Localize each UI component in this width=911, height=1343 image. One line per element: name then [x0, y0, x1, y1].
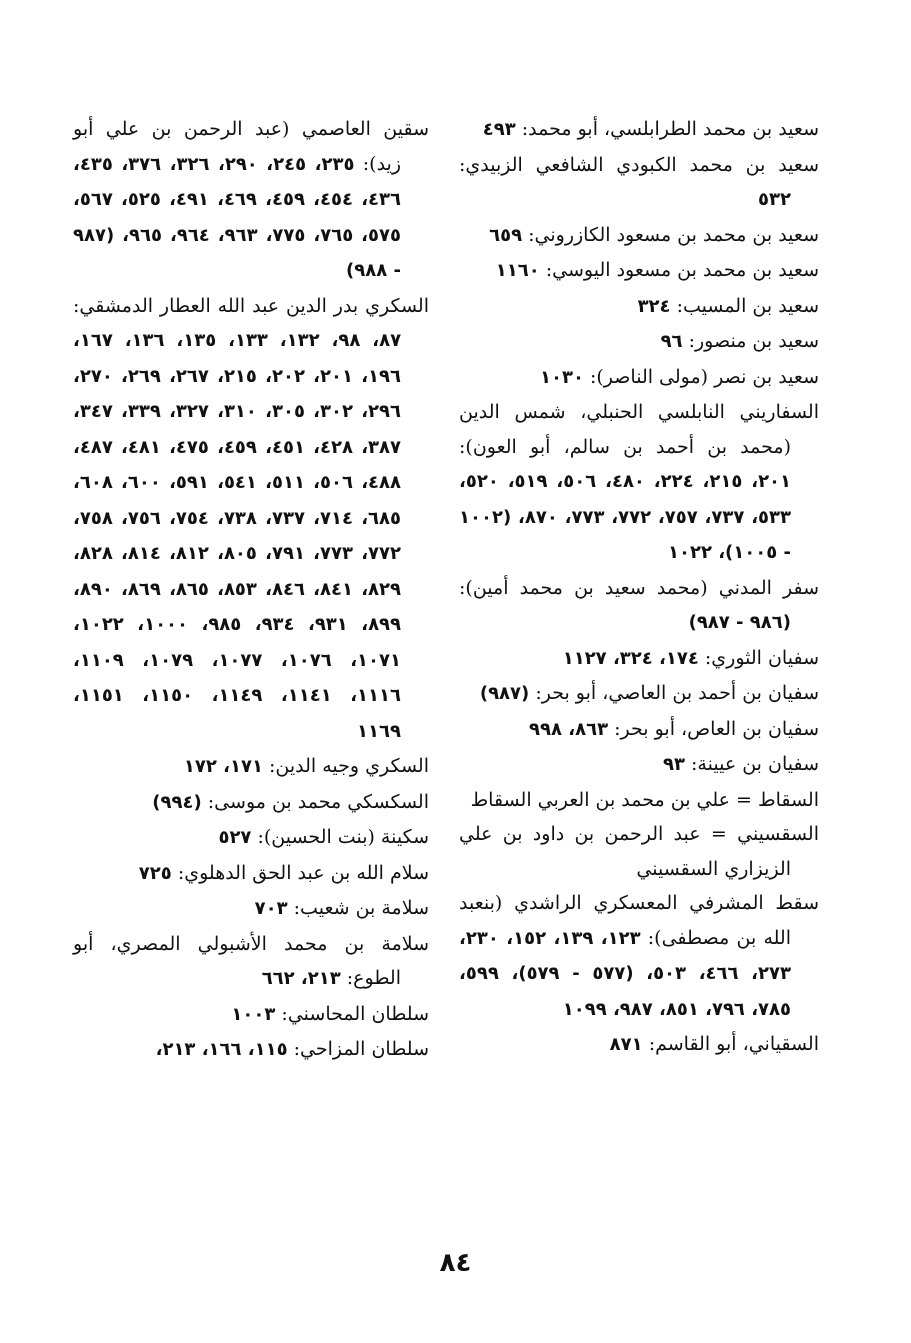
entry-page-refs: ٨٧١ — [609, 1034, 643, 1055]
entry-page-refs: ٥٣٢ — [758, 189, 791, 210]
index-entry — [73, 997, 429, 1033]
index-entry — [73, 820, 429, 856]
entry-name: السقياني، أبو القاسم: — [648, 1033, 819, 1055]
entry-name: سلطان المزاحي: — [293, 1038, 429, 1060]
entry-page-refs: ٢١٣، ٦٦٢ — [261, 968, 341, 989]
index-entry — [459, 395, 819, 571]
entry-name: سلطان المحاسني: — [281, 1002, 429, 1025]
index-entry — [459, 747, 819, 783]
entry-page-refs: ٣٢٤ — [637, 295, 671, 317]
index-entry — [459, 148, 819, 218]
entry-name: سفيان بن عيينة: — [691, 753, 819, 775]
entry-name: سعيد بن منصور: — [688, 330, 819, 352]
index-entry — [73, 927, 429, 997]
entry-name: سكينة (بنت الحسين): — [257, 826, 429, 848]
index-entry — [73, 749, 429, 785]
left-column — [73, 112, 429, 1068]
index-entry — [459, 817, 819, 886]
index-entry — [459, 676, 819, 712]
entry-name: السكري بدر الدين عبد الله العطار الدمشقي: — [73, 294, 429, 317]
index-entry — [459, 218, 819, 254]
index-entry — [459, 641, 819, 677]
index-entry — [459, 324, 819, 360]
entry-name: سقين العاصمي (عبد الرحمن بن علي أبو زيد): — [73, 118, 429, 175]
entry-page-refs: ٧٢٥ — [138, 862, 172, 884]
index-entry — [73, 1032, 429, 1068]
entry-page-refs: ١١٦٠ — [495, 260, 540, 281]
entry-page-refs: ٦٥٩ — [489, 224, 523, 246]
entry-page-refs: ٧٠٣ — [254, 898, 288, 919]
entry-page-refs: ٩٣ — [663, 754, 685, 775]
index-entry — [459, 360, 819, 396]
entry-name: سعيد بن نصر (مولى الناصر): — [589, 365, 819, 388]
entry-page-refs: ١٢٣، ١٣٩، ١٥٢، ٢٣٠، ٢٧٣، ٤٦٦، ٥٠٣، (٥٧٧ - ٥٧٩)، ٥٩٩، ٧٨٥، ٧٩٦، ٨٥١، ٩٨٧، ١٠٩٩ — [459, 927, 791, 1020]
page-number: ٨٤ — [439, 1248, 472, 1278]
entry-name: السكسكي محمد بن موسى: — [207, 790, 429, 813]
entry-page-refs: ١١٥، ١٦٦، ٢١٣، — [155, 1039, 288, 1060]
index-entry — [459, 1027, 819, 1063]
entry-page-refs: (٩٨٦ - ٩٨٧) — [688, 612, 791, 633]
entry-name: السكري وجيه الدين: — [269, 755, 429, 777]
entry-name: سعيد بن محمد الطرابلسي، أبو محمد: — [521, 118, 819, 140]
entry-page-refs: ٤٩٣ — [482, 119, 516, 140]
index-entry — [459, 571, 819, 641]
entry-page-refs: ١٧١، ١٧٢ — [183, 756, 263, 777]
entry-name: السفاريني النابلسي الحنبلي، شمس الدين (محمد بن أحمد بن سالم، أبو العون): — [459, 401, 819, 458]
index-entry — [73, 289, 429, 750]
entry-name: سفر المدني (محمد سعيد بن محمد أمين): — [459, 576, 819, 599]
entry-page-refs: ١٧٤، ٣٢٤، ١١٢٧ — [562, 647, 699, 669]
entry-name: السقسيني = عبد الرحمن بن داود بن علي الزيزاري السقسيني — [459, 823, 819, 880]
entry-name: سلام الله بن عبد الحق الدهلوي: — [177, 861, 429, 884]
entry-page-refs: ٢٠١، ٢١٥، ٢٢٤، ٤٨٠، ٥٠٦، ٥١٩، ٥٢٠، ٥٣٣، ٧٣٧، ٧٥٧، ٧٧٢، ٧٧٣، ٨٧٠، (١٠٠٢ - ١٠٠٥)، ١٠٢٢ — [459, 471, 792, 563]
entry-name: سعيد بن محمد بن مسعود اليوسي: — [545, 259, 819, 281]
entry-name: سفيان الثوري: — [704, 646, 819, 669]
entry-name: سلامة بن محمد الأشبولي المصري، أبو الطوع: — [73, 932, 429, 989]
entry-name: سفيان بن العاص، أبو بحر: — [614, 717, 819, 740]
entry-name: السقاط = علي بن محمد بن العربي السقاط — [470, 788, 819, 811]
entry-page-refs: ٥٢٧ — [218, 827, 252, 848]
entry-page-refs: ٨٦٣، ٩٩٨ — [529, 718, 609, 740]
index-entry — [459, 112, 819, 148]
index-entry — [73, 891, 429, 927]
entry-page-refs: ١٠٣٠ — [539, 366, 584, 388]
index-entry — [459, 253, 819, 289]
index-entry — [459, 289, 819, 325]
entry-name: سفيان بن أحمد بن العاصي، أبو بحر: — [535, 682, 819, 704]
entry-name: سقط المشرفي المعسكري الراشدي (بنعبد الله بن مصطفى): — [459, 892, 819, 949]
index-entry — [459, 712, 819, 748]
entry-page-refs: (٩٩٤) — [152, 791, 202, 813]
entry-page-refs: ٨٧، ٩٨، ١٣٢، ١٣٣، ١٣٥، ١٣٦، ١٦٧، ١٩٦، ٢٠١، ٢٠٢، ٢١٥، ٢٦٧، ٢٦٩، ٢٧٠، ٢٩٦، ٣٠٢، ٣٠٥، ٣١٠، ٣٢٧، ٣٣٩، ٣٤٧، ٣٨٧، ٤٢٨، ٤٥١، ٤٥٩، ٤٧٥، ٤٨١، ٤٨٧، ٤٨٨، ٥٠٦، ٥١١، ٥٤١، ٥٩١، ٦٠٠، ٦٠٨، ٦٨٥، ٧١٤، ٧٣٧، ٧٣٨، ٧٥٤، ٧٥٦، ٧٥٨، ٧٧٢، ٧٧٣، ٧٩١، ٨٠٥، ٨١٢، ٨١٤، ٨٢٨، ٨٢٩، ٨٤١، ٨٤٦، ٨٥٣، ٨٦٥، ٨٦٩، ٨٩٠، ٨٩٩، ٩٣١، ٩٣٤، ٩٨٥، ١٠٠٠، ١٠٢٢، ١٠٧١، ١٠٧٦، ١٠٧٧، ١٠٧٩، ١١٠٩، ١١١٦، ١١٤١، ١١٤٩، ١١٥٠، ١١٥١، ١١٦٩ — [73, 330, 402, 742]
entry-page-refs: ٢٣٥، ٢٤٥، ٢٩٠، ٣٢٦، ٣٧٦، ٤٣٥، ٤٣٦، ٤٥٤، ٤٥٩، ٤٦٩، ٤٩١، ٥٢٥، ٥٦٧، ٥٧٥، ٧٦٥، ٧٧٥، ٩٦٣، ٩٦٤، ٩٦٥، (٩٨٧ - ٩٨٨) — [73, 153, 401, 281]
index-entry — [73, 785, 429, 821]
index-entry — [73, 856, 429, 892]
entry-name: سلامة بن شعيب: — [293, 897, 429, 919]
entry-page-refs: ٩٦ — [660, 331, 683, 352]
right-column — [459, 112, 819, 1063]
entry-page-refs: (٩٨٧) — [479, 683, 530, 704]
index-entry — [459, 886, 819, 1027]
entry-name: سعيد بن المسيب: — [676, 294, 819, 317]
index-entry — [73, 112, 429, 289]
index-entry — [459, 783, 819, 818]
entry-page-refs: ١٠٠٣ — [231, 1003, 276, 1025]
entry-name: سعيد بن محمد بن مسعود الكازروني: — [528, 223, 819, 246]
entry-name: سعيد بن محمد الكبودي الشافعي الزبيدي: — [459, 153, 819, 176]
